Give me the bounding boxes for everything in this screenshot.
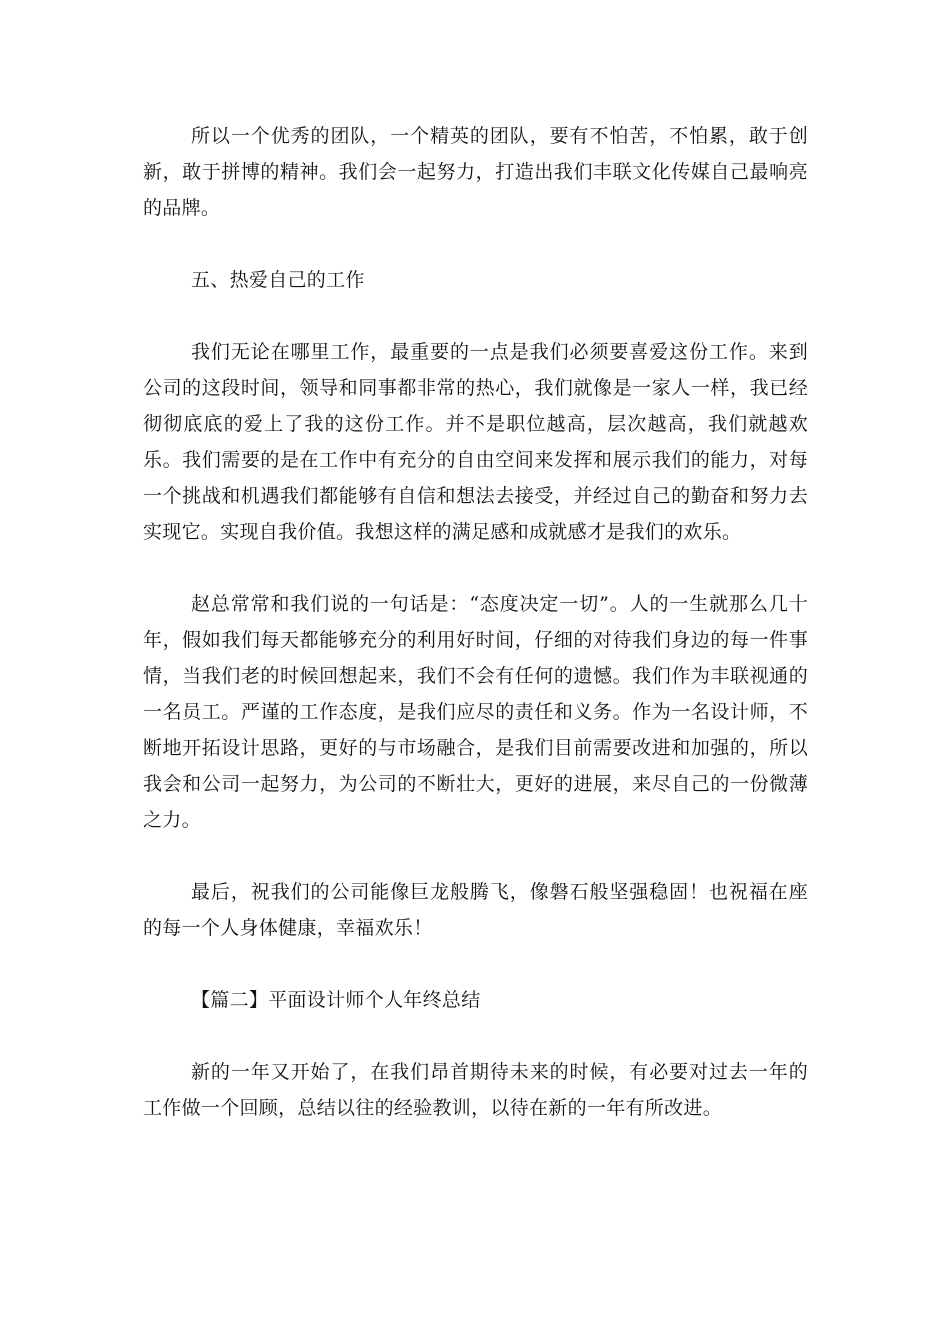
paragraph-gap bbox=[143, 838, 808, 874]
paragraph-gap bbox=[143, 550, 808, 586]
document-body bbox=[143, 118, 808, 1126]
paragraph-gap bbox=[143, 1018, 808, 1054]
paragraph-love-work: 我们无论在哪里工作，最重要的一点是我们必须要喜爱这份工作。来到公司的这段时间，领导和同事都非常的热心，我们就像是一家人一样，我已经彻彻底底的爱上了我的这份工作。并不是职位越高，层次越高，我们就越欢乐。我们需要的是在工作中有充分的自由空间来发挥和展示我们的能力，对每一个挑战和机遇我们都能够有自信和想法去接受，并经过自己的勤奋和努力去实现它。实现自我价值。我想这样的满足感和成就感才是我们的欢乐。 bbox=[143, 341, 808, 543]
paragraph-attitude: 赵总常常和我们说的一句话是：“态度决定一切”。人的一生就那么几十年，假如我们每天都能够充分的利用好时间，仔细的对待我们身边的每一件事情，当我们老的时候回想起来，我们不会有任何的遗憾。我们作为丰联视通的一名员工。严谨的工作态度，是我们应尽的责任和义务。作为一名设计师，不断地开拓设计思路，更好的与市场融合，是我们目前需要改进和加强的，所以我会和公司一起努力，为公司的不断壮大，更好的进展，来尽自己的一份微薄之力。 bbox=[143, 593, 808, 831]
paragraph-gap bbox=[143, 946, 808, 982]
paragraph-team-spirit: 所以一个优秀的团队，一个精英的团队，要有不怕苦，不怕累，敢于创新，敢于拼博的精神。我们会一起努力，打造出我们丰联文化传媒自己最响亮的品牌。 bbox=[143, 125, 808, 219]
paragraph-new-year: 新的一年又开始了，在我们昂首期待未来的时候，有必要对过去一年的工作做一个回顾，总结以往的经验教训，以待在新的一年有所改进。 bbox=[143, 1061, 808, 1119]
paragraph-gap bbox=[143, 226, 808, 262]
paragraph-closing-wish: 最后，祝我们的公司能像巨龙般腾飞，像磐石般坚强稳固！也祝福在座的每一个人身体健康，幸福欢乐！ bbox=[143, 881, 808, 939]
section-heading-love-work: 五、热爱自己的工作 bbox=[191, 269, 365, 291]
section-heading-part-two: 【篇二】平面设计师个人年终总结 bbox=[191, 989, 481, 1011]
paragraph-gap bbox=[143, 298, 808, 334]
